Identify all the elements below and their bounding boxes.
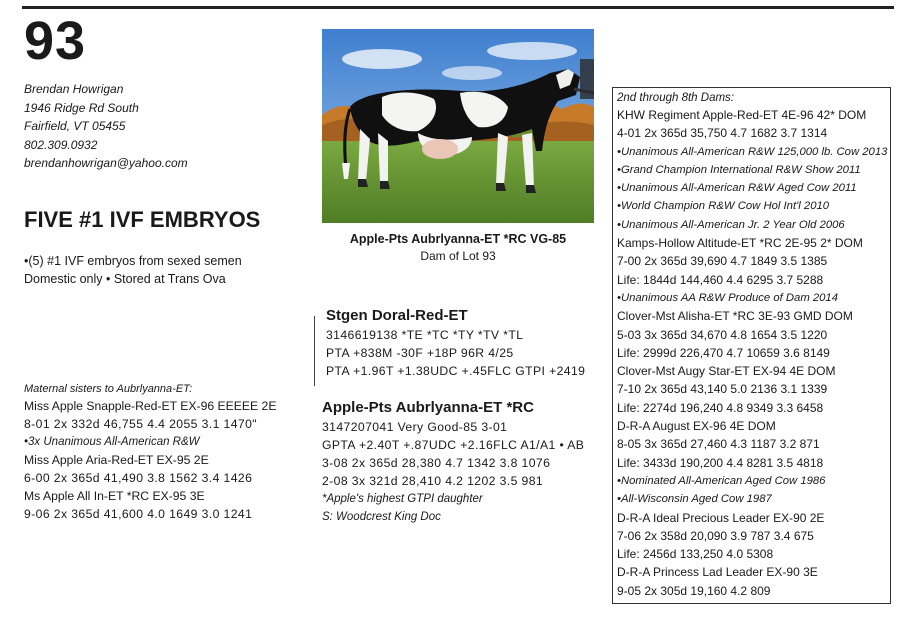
sire-name: Stgen Doral-Red-ET xyxy=(326,307,468,324)
sire-line: PTA +838M -30F +18P 96R 4/25 xyxy=(326,346,514,360)
consignor-city: Fairfield, VT 05455 xyxy=(24,119,126,133)
dam-record-line: Life: 2274d 196,240 4.8 9349 3.3 6458 xyxy=(617,400,824,415)
dam-record-line: Life: 2456d 133,250 4.0 5308 xyxy=(617,547,774,562)
dam-award-line: •World Champion R&W Cow Hol Int'l 2010 xyxy=(617,200,830,213)
offer-details xyxy=(24,252,242,288)
dam-record-line: Life: 1844d 144,460 4.4 6295 3.7 5288 xyxy=(617,272,824,287)
dam-line: 3147207041 Very Good-85 3-01 xyxy=(322,420,508,434)
dam-record-line: D-R-A Princess Lad Leader EX-90 3E xyxy=(617,565,818,580)
sister-line: Miss Apple Aria-Red-ET EX-95 2E xyxy=(24,453,209,467)
lot-headline: FIVE #1 IVF EMBRYOS xyxy=(24,207,261,232)
photo-caption xyxy=(322,231,594,265)
consignor-contact xyxy=(24,80,188,173)
dam-name: Apple-Pts Aubrlyanna-ET *RC xyxy=(322,399,534,416)
dam-record-line: 7-06 2x 358d 20,090 3.9 787 3.4 675 xyxy=(617,528,814,543)
dam-award-line: •Unanimous All-American Jr. 2 Year Old 2006 xyxy=(617,218,845,231)
dam-note: *Apple's highest GTPI daughter xyxy=(322,493,483,505)
consignor-phone: 802.309.0932 xyxy=(24,137,98,152)
lot-number: 93 xyxy=(24,11,87,71)
dams-box xyxy=(612,87,891,604)
dam-award-line: •Unanimous AA R&W Produce of Dam 2014 xyxy=(617,291,838,304)
sire-line: 3146619138 *TE *TC *TY *TV *TL xyxy=(326,328,524,342)
dam-record-line: KHW Regiment Apple-Red-ET 4E-96 42* DOM xyxy=(617,108,867,122)
sister-line: 8-01 2x 332d 46,755 4.4 2055 3.1 1470" xyxy=(24,417,257,431)
sister-line: 6-00 2x 365d 41,490 3.8 1562 3.4 1426 xyxy=(24,471,253,485)
dam-record-line: 8-05 3x 365d 27,460 4.3 1187 3.2 871 xyxy=(617,437,820,452)
dams-lines xyxy=(617,106,890,600)
cow-photo xyxy=(322,29,594,223)
sister-line: Miss Apple Snapple-Red-ET EX-96 EEEEE 2E xyxy=(24,399,277,413)
dam-line: 2-08 3x 321d 28,410 4.2 1202 3.5 981 xyxy=(322,474,544,488)
sister-line: Ms Apple All In-ET *RC EX-95 3E xyxy=(24,489,205,503)
dam-award-line: •Unanimous All-American R&W 125,000 lb. Cow 2013 xyxy=(617,145,888,158)
consignor-email: brendanhowrigan@yahoo.com xyxy=(24,156,188,170)
dam-record-line: 7-10 2x 365d 43,140 5.0 2136 3.1 1339 xyxy=(617,382,828,397)
photo-caption-name: Apple-Pts Aubrlyanna-ET *RC VG-85 xyxy=(349,232,567,246)
dam-record-line: 5-03 3x 365d 34,670 4.8 1654 3.5 1220 xyxy=(617,327,828,342)
dam-record-line: Kamps-Hollow Altitude-ET *RC 2E-95 2* DOM xyxy=(617,236,863,251)
consignor-name: Brendan Howrigan xyxy=(24,82,124,96)
sister-line: 9-06 2x 365d 41,600 4.0 1649 3.0 1241 xyxy=(24,507,253,521)
dam-line: GPTA +2.40T +.87UDC +2.16FLC A1/A1 • AB xyxy=(322,438,585,452)
offer-line: •(5) #1 IVF embryos from sexed semen xyxy=(24,254,242,268)
dam-record-line: D-R-A August EX-96 4E DOM xyxy=(617,419,776,434)
dams-box-header: 2nd through 8th Dams: xyxy=(617,92,734,104)
dam-record-line: Clover-Mst Augy Star-ET EX-94 4E DOM xyxy=(617,364,836,379)
maternal-sisters xyxy=(24,382,276,523)
sister-line: •3x Unanimous All-American R&W xyxy=(24,436,200,448)
dam-award-line: •Grand Champion International R&W Show 2011 xyxy=(617,163,861,176)
photo-caption-sub: Dam of Lot 93 xyxy=(420,249,496,263)
dam-record-line: 4-01 2x 365d 35,750 4.7 1682 3.7 1314 xyxy=(617,126,828,141)
dam-record-line: Life: 3433d 190,200 4.4 8281 3.5 4818 xyxy=(617,455,824,470)
dam-record-line: 7-00 2x 365d 39,690 4.7 1849 3.5 1385 xyxy=(617,254,828,269)
dam-award-line: •All-Wisconsin Aged Cow 1987 xyxy=(617,493,772,506)
sire-line: PTA +1.96T +1.38UDC +.45FLC GTPI +2419 xyxy=(326,364,586,378)
dam-block xyxy=(322,398,584,526)
dam-award-line: •Unanimous All-American R&W Aged Cow 2011 xyxy=(617,182,857,195)
cow-photo-illustration xyxy=(322,29,594,223)
dam-line: 3-08 2x 365d 28,380 4.7 1342 3.8 1076 xyxy=(322,456,551,470)
sire-divider xyxy=(314,316,315,386)
dam-award-line: •Nominated All-American Aged Cow 1986 xyxy=(617,474,826,487)
dam-record-line: D-R-A Ideal Precious Leader EX-90 2E xyxy=(617,510,825,525)
dam-sire-note: S: Woodcrest King Doc xyxy=(322,511,441,523)
sire-block xyxy=(314,306,585,380)
dam-record-line: Clover-Mst Alisha-ET *RC 3E-93 GMD DOM xyxy=(617,309,853,324)
offer-line: Domestic only • Stored at Trans Ova xyxy=(24,272,226,286)
maternal-sisters-header: Maternal sisters to Aubrlyanna-ET: xyxy=(24,383,193,395)
dam-record-line: 9-05 2x 305d 19,160 4.2 809 xyxy=(617,583,771,598)
top-rule xyxy=(22,6,894,9)
dam-record-line: Life: 2999d 226,470 4.7 10659 3.6 8149 xyxy=(617,345,830,360)
consignor-street: 1946 Ridge Rd South xyxy=(24,100,139,115)
